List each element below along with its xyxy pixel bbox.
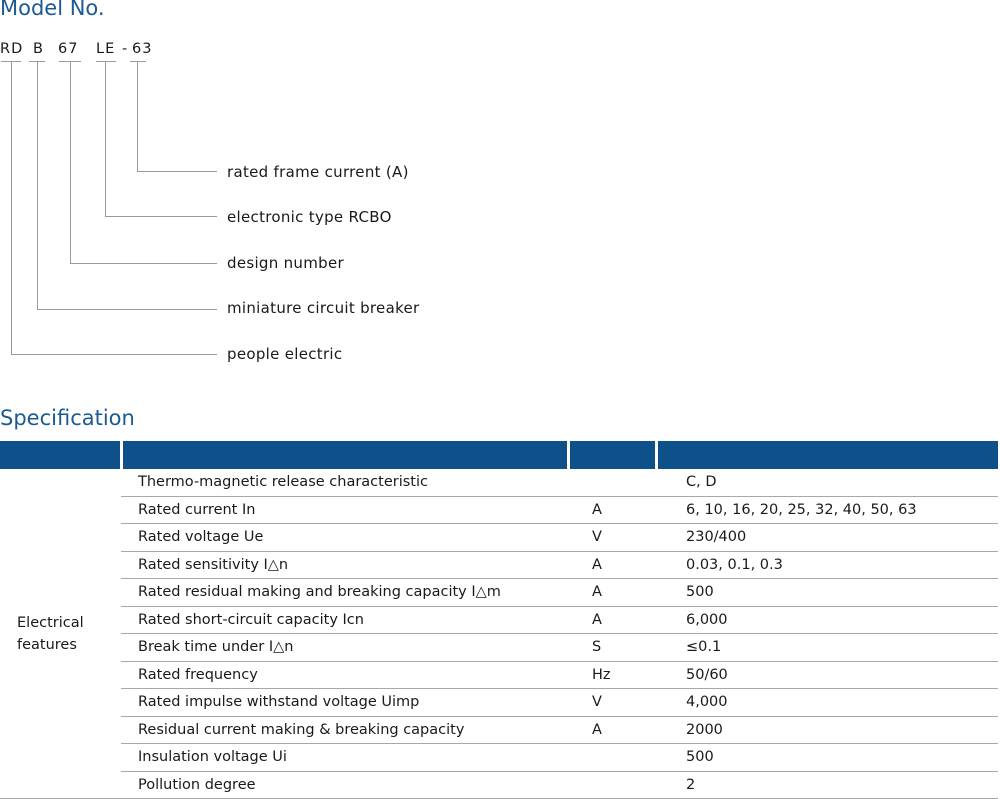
header-cell-unit bbox=[568, 441, 656, 469]
table-row bbox=[0, 496, 998, 524]
group-label-line1: Electrical bbox=[17, 614, 84, 631]
param-cell: Rated frequency bbox=[121, 661, 568, 689]
param-cell: Break time under I△n bbox=[121, 634, 568, 662]
leader-le-vertical bbox=[105, 61, 106, 217]
leader-b-horizontal bbox=[37, 309, 217, 310]
unit-cell bbox=[568, 771, 656, 799]
leader-rd-vertical bbox=[11, 61, 12, 355]
value-cell: ≤0.1 bbox=[656, 634, 998, 662]
value-cell: 4,000 bbox=[656, 689, 998, 717]
group-label-line2: features bbox=[17, 636, 77, 653]
param-cell: Rated short-circuit capacity Icn bbox=[121, 606, 568, 634]
table-row bbox=[0, 771, 998, 799]
label-electronic-type: electronic type RCBO bbox=[227, 208, 392, 226]
value-cell: 500 bbox=[656, 579, 998, 607]
unit-cell: S bbox=[568, 634, 656, 662]
param-cell: Rated current In bbox=[121, 496, 568, 524]
leader-67-horizontal bbox=[70, 263, 217, 264]
spec-table-header bbox=[0, 441, 998, 469]
value-cell: 230/400 bbox=[656, 524, 998, 552]
unit-cell: A bbox=[568, 606, 656, 634]
model-code-part-b: B bbox=[33, 41, 44, 57]
value-cell: 2000 bbox=[656, 716, 998, 744]
header-cell-param bbox=[121, 441, 568, 469]
header-cell-value bbox=[656, 441, 998, 469]
model-code-part-rd: RD bbox=[0, 41, 24, 57]
table-row bbox=[0, 606, 998, 634]
header-cell-group bbox=[0, 441, 121, 469]
param-cell: Rated voltage Ue bbox=[121, 524, 568, 552]
spec-section-title: Specification bbox=[0, 406, 135, 430]
leader-le-cap bbox=[96, 61, 116, 62]
leader-le-horizontal bbox=[105, 216, 217, 217]
unit-cell: A bbox=[568, 579, 656, 607]
param-cell: Thermo-magnetic release characteristic bbox=[121, 469, 568, 496]
unit-cell bbox=[568, 469, 656, 496]
unit-cell bbox=[568, 744, 656, 772]
leader-67-vertical bbox=[70, 61, 71, 264]
param-cell: Rated residual making and breaking capacity I△m bbox=[121, 579, 568, 607]
leader-rd-horizontal bbox=[11, 354, 217, 355]
leader-b-vertical bbox=[37, 61, 38, 310]
unit-cell: V bbox=[568, 524, 656, 552]
value-cell: 6,000 bbox=[656, 606, 998, 634]
label-people-electric: people electric bbox=[227, 345, 343, 363]
unit-cell: A bbox=[568, 551, 656, 579]
unit-cell: Hz bbox=[568, 661, 656, 689]
param-cell: Rated sensitivity I△n bbox=[121, 551, 568, 579]
model-section-title: Model No. bbox=[0, 0, 105, 20]
unit-cell: V bbox=[568, 689, 656, 717]
value-cell: 6, 10, 16, 20, 25, 32, 40, 50, 63 bbox=[656, 496, 998, 524]
table-row bbox=[0, 661, 998, 689]
table-row bbox=[0, 579, 998, 607]
table-row bbox=[0, 716, 998, 744]
leader-63-cap bbox=[130, 61, 146, 62]
table-row bbox=[0, 469, 998, 496]
param-cell: Residual current making & breaking capacity bbox=[121, 716, 568, 744]
table-row bbox=[0, 689, 998, 717]
unit-cell: A bbox=[568, 716, 656, 744]
model-code-part-63: 63 bbox=[132, 41, 153, 57]
value-cell: C, D bbox=[656, 469, 998, 496]
value-cell: 0.03, 0.1, 0.3 bbox=[656, 551, 998, 579]
table-row bbox=[0, 524, 998, 552]
leader-63-horizontal bbox=[137, 171, 217, 172]
param-cell: Rated impulse withstand voltage Uimp bbox=[121, 689, 568, 717]
table-row bbox=[0, 634, 998, 662]
model-code-part-le: LE bbox=[96, 41, 116, 57]
model-code-dash: - bbox=[122, 41, 129, 57]
value-cell: 2 bbox=[656, 771, 998, 799]
table-row bbox=[0, 551, 998, 579]
value-cell: 50/60 bbox=[656, 661, 998, 689]
param-cell: Pollution degree bbox=[121, 771, 568, 799]
leader-63-vertical bbox=[137, 61, 138, 172]
model-code-part-67: 67 bbox=[58, 41, 79, 57]
table-row bbox=[0, 744, 998, 772]
label-rated-frame-current: rated frame current (A) bbox=[227, 163, 409, 181]
spec-table bbox=[0, 441, 998, 799]
unit-cell: A bbox=[568, 496, 656, 524]
group-label bbox=[0, 469, 121, 799]
param-cell: Insulation voltage Ui bbox=[121, 744, 568, 772]
value-cell: 500 bbox=[656, 744, 998, 772]
label-miniature-circuit-breaker: miniature circuit breaker bbox=[227, 299, 420, 317]
label-design-number: design number bbox=[227, 254, 344, 272]
